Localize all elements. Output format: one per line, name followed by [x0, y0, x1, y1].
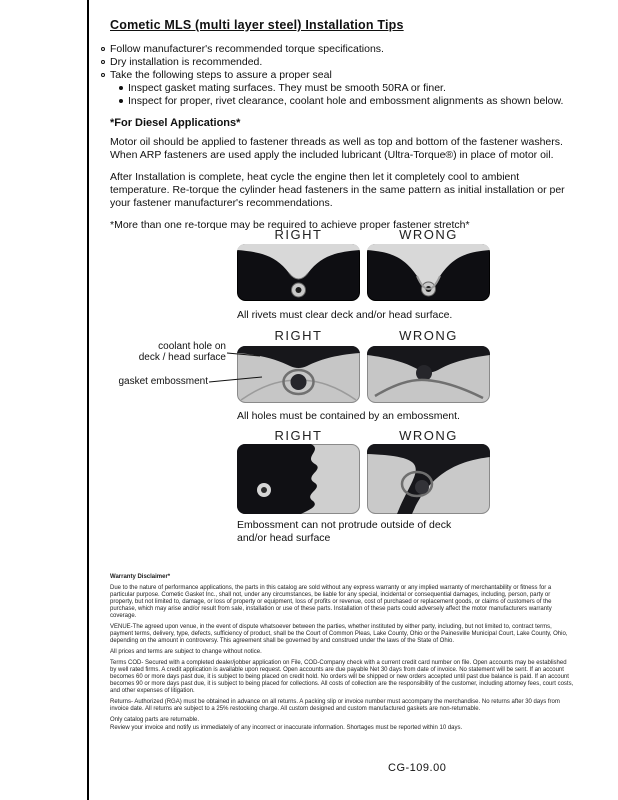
right-label-row3: RIGHT [274, 428, 323, 443]
page-code: CG-109.00 [388, 762, 447, 774]
diagram-embossment-wrong [367, 444, 490, 514]
warranty-heading: Warranty Disclaimer* [110, 574, 171, 580]
wrong-label-row3: WRONG [399, 428, 458, 443]
wrong-label-row2: WRONG [399, 328, 458, 343]
sub-bullet-item [119, 82, 563, 95]
bullet-text: Dry installation is recommended. [110, 56, 263, 68]
diesel-heading: *For Diesel Applications* [110, 117, 241, 129]
caption-embossment: Embossment can not protrude outside of deck and/or head surface [237, 519, 452, 544]
sub-bullet-text: Inspect gasket mating surfaces. They must be smooth 50RA or finer. [128, 82, 446, 94]
page-edge-line [87, 0, 89, 800]
legal-paragraph: All prices and terms are subject to change without notice. [110, 649, 262, 655]
filled-bullet-icon [119, 99, 123, 103]
diesel-paragraph-1: Motor oil should be applied to fastener threads as well as top and bottom of the fastener washers. When ARP fasteners are used apply the included lubricant (Ultra-Torque®) in place of motor oil. [110, 136, 563, 161]
legal-paragraph: Review your invoice and notify us immediately of any incorrect or inaccurate information. Shortages must be reported within 10 days. [110, 725, 463, 731]
diagram-embossment-right [237, 444, 360, 514]
open-bullet-icon [101, 47, 105, 51]
diesel-paragraph-2: After Installation is complete, heat cycle the engine then let it completely cool to ambient temperature. Re-torque the cylinder head fasteners in the same pattern as initial installation or per your fastener manufacturer's recommendations. [110, 171, 565, 209]
diesel-section [110, 117, 576, 241]
retorque-note: *More than one re-torque may be required to achieve proper fastener stretch* [110, 219, 470, 231]
legal-paragraph: Terms COD- Secured with a completed dealer/jobber application on File, COD-Company check with a current credit card number on file. Open accounts may be established by well rated firms. A credit application is available upon request. Open accounts are due payable Net 30 days from date of invoice. No statement will be sent. If an account becomes 60 or more days past due, it is subject to being placed on credit hold. No orders will be shipped or new orders accepted until past due balance is paid. If an account becomes 90 or more days past due, it is subject to being placed for collections. All costs of collection are the responsibility of the customer, including attorney fees, court costs, and other expenses of litigation. [110, 660, 574, 694]
sub-bullet-item [119, 95, 563, 108]
right-label-row2: RIGHT [274, 328, 323, 343]
diagram-holes-right [237, 346, 360, 403]
wrong-label-row1: WRONG [399, 227, 458, 242]
filled-bullet-icon [119, 86, 123, 90]
installation-tips-list [101, 43, 563, 108]
bullet-text: Follow manufacturer's recommended torque specifications. [110, 43, 384, 55]
legal-section [110, 574, 574, 736]
diagram-rivet-wrong [367, 244, 490, 301]
legal-paragraph: VENUE-The agreed upon venue, in the event of dispute whatsoever between the parties, whether instituted by either party, including, but not limited to, contract terms, payment terms, delivery, type, defects, sufficiency of product, shall be the Court of Common Pleas, Lake County, Ohio or the Painesville Municipal Court, Lake County, Ohio, depending on the amount in controversy. This agreement shall be governed by and construed under the laws of the State of Ohio. [110, 624, 568, 644]
diagram-rivet-right [237, 244, 360, 301]
page-title: Cometic MLS (multi layer steel) Installation Tips [110, 18, 404, 32]
bullet-item [101, 56, 563, 69]
right-label-row1: RIGHT [274, 227, 323, 242]
caption-rivets: All rivets must clear deck and/or head surface. [237, 309, 453, 321]
open-bullet-icon [101, 73, 105, 77]
diagram-holes-wrong [367, 346, 490, 403]
bullet-item [101, 43, 563, 56]
gasket-embossment-label: gasket embossment [118, 376, 208, 387]
sub-bullet-text: Inspect for proper, rivet clearance, coolant hole and embossment alignments as shown below. [128, 95, 564, 107]
legal-paragraph: Only catalog parts are returnable. [110, 717, 200, 723]
coolant-hole-label: coolant hole on deck / head surface [138, 341, 226, 363]
legal-paragraph: Due to the nature of performance applications, the parts in this catalog are sold without any express warranty or any implied warranty of merchantability or fitness for a particular purpose. Cometic Gasket Inc., shall not, under any circumstances, be liable for any special, incidental or consequential damages, including, person, party or property, but not limited to, damage, or loss of property or equipment, loss of profits or revenue, cost of purchased or replacement goods, or claims of customers of the purchase, which may arise and/or result from sale, installation or use of these parts. Installation of these parts could adversely affect the motor manufacturers warranty coverage. [110, 585, 552, 619]
bullet-item [101, 69, 563, 82]
open-bullet-icon [101, 60, 105, 64]
caption-holes: All holes must be contained by an embossment. [237, 410, 460, 422]
bullet-text: Take the following steps to assure a proper seal [110, 69, 332, 81]
legal-paragraph: Returns- Authorized (RGA) must be obtained in advance on all returns. A packing slip or invoice number must accompany the merchandise. No returns after 30 days from invoice date. All returns are subject to a 25% restocking charge. All custom designed and custom manufactured gaskets are non-returnable. [110, 699, 560, 712]
